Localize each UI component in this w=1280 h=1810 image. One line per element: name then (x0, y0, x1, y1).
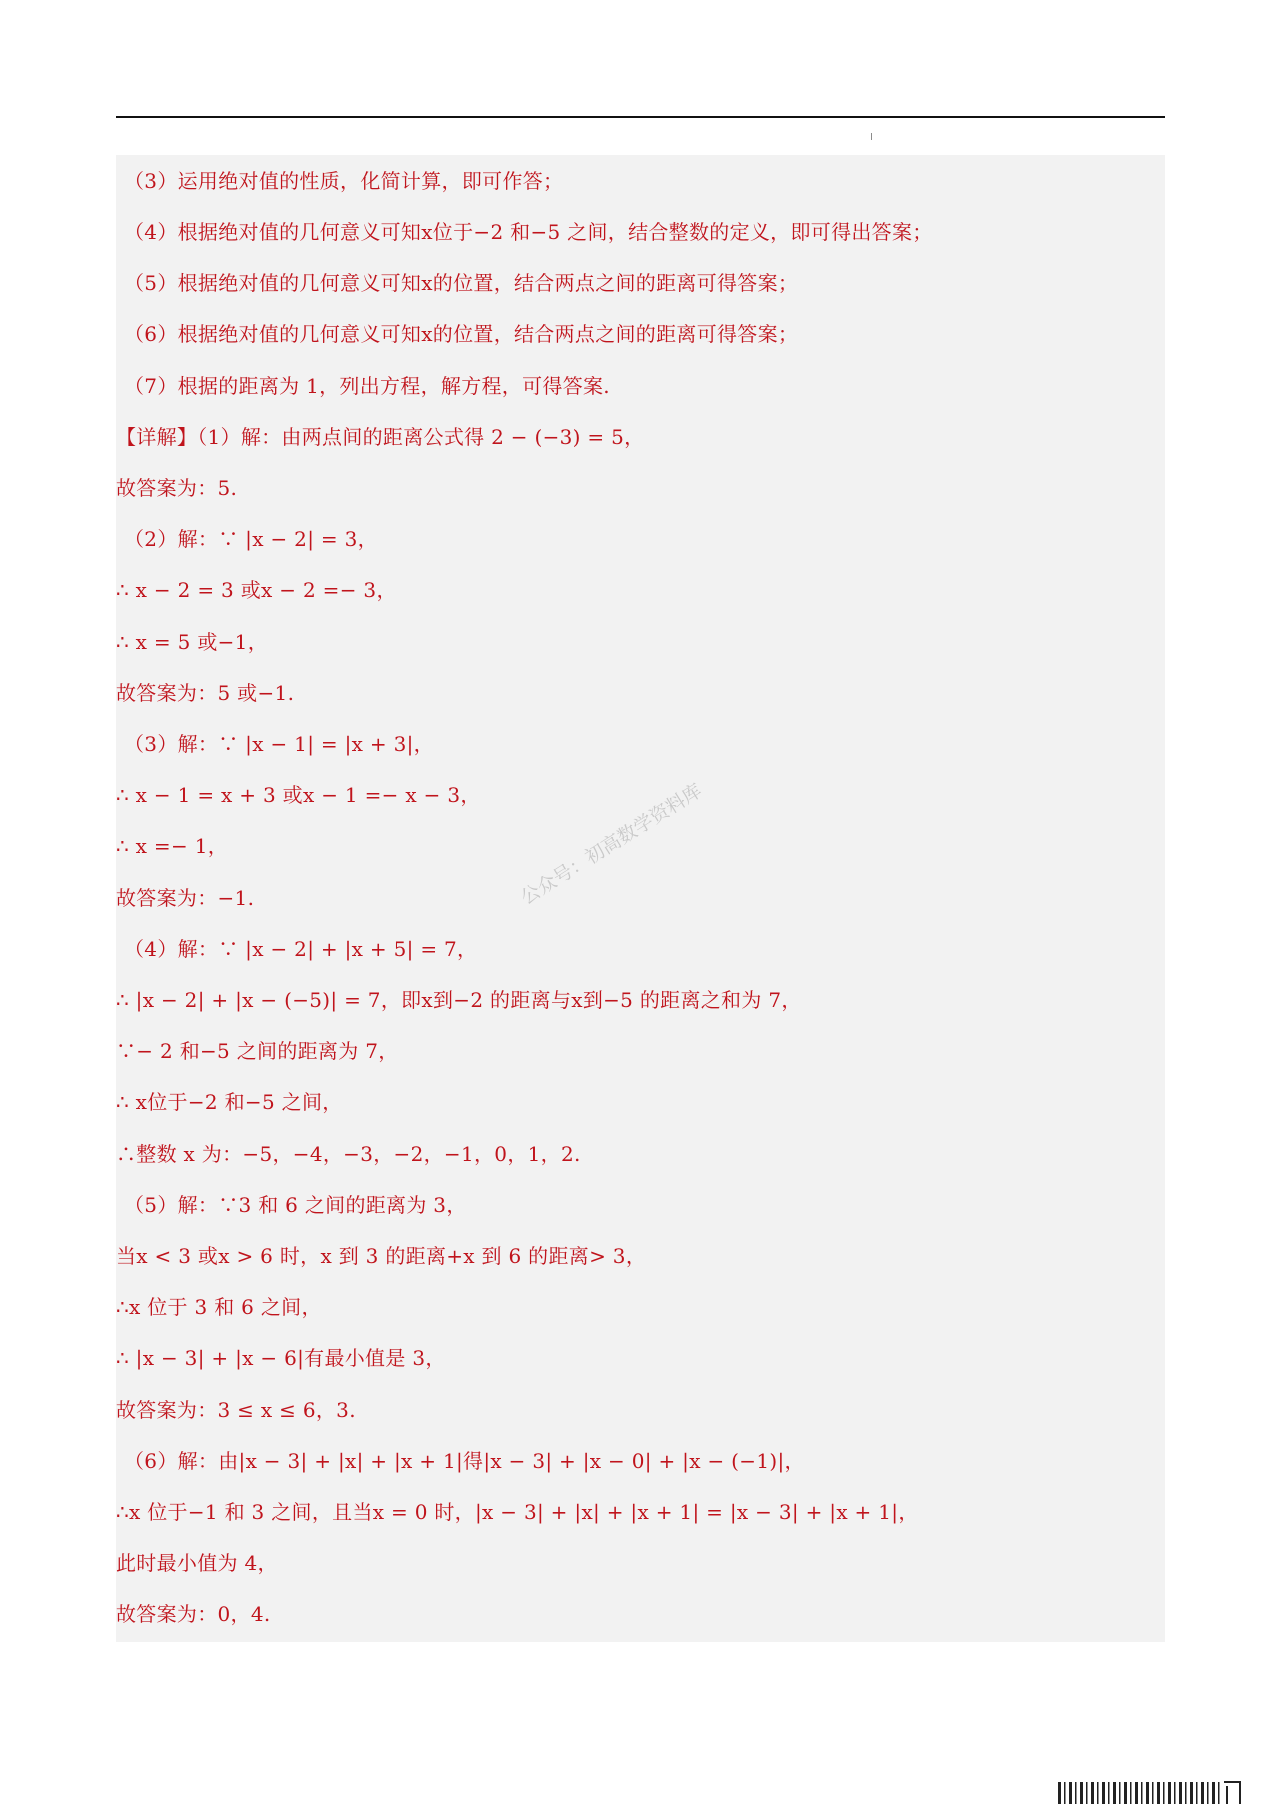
header-rule (116, 116, 1165, 118)
solution-line: （5）解：∵3 和 6 之间的距离为 3， (124, 1193, 467, 1217)
solution-line: 故答案为：0，4. (116, 1602, 271, 1626)
page-mark: I (870, 132, 873, 143)
solution-line: ∴ x位于−2 和−5 之间， (116, 1090, 343, 1114)
solution-line: ∴ x − 2 = 3 或x − 2 =− 3， (116, 578, 397, 602)
solution-line: 故答案为：5. (116, 476, 238, 500)
solution-line: （3）运用绝对值的性质，化简计算，即可作答； (124, 169, 564, 193)
solution-line: ∴x 位于−1 和 3 之间，且当x = 0 时，|x − 3| + |x| + |x + 1| = |x − 3| + |x + 1|， (116, 1500, 919, 1524)
solution-line: （6）根据绝对值的几何意义可知x的位置，结合两点之间的距离可得答案； (124, 322, 799, 346)
solution-line: 故答案为：−1. (116, 886, 255, 910)
solution-line: （4）解：∵ |x − 2| + |x + 5| = 7， (124, 937, 478, 961)
solution-line: 故答案为：3 ≤ x ≤ 6，3. (116, 1398, 356, 1422)
solution-line: 此时最小值为 4， (116, 1551, 278, 1575)
watermark: 公众号：初高数学资料库 (516, 779, 706, 910)
solution-line: ∴ |x − 3| + |x − 6|有最小值是 3， (116, 1346, 446, 1370)
solution-line: ∴ x =− 1， (116, 834, 229, 858)
solution-line: 【详解】（1）解：由两点间的距离公式得 2 − (−3) = 5， (116, 425, 645, 449)
solution-line: （7）根据的距离为 1，列出方程，解方程，可得答案. (124, 374, 610, 398)
solution-line: ∵− 2 和−5 之间的距离为 7， (116, 1039, 399, 1063)
solution-line: ∴ x = 5 或−1， (116, 630, 268, 654)
solution-content (116, 155, 1165, 1642)
solution-line: 故答案为：5 或−1. (116, 681, 295, 705)
solution-line: （5）根据绝对值的几何意义可知x的位置，结合两点之间的距离可得答案； (124, 271, 799, 295)
solution-line: （6）解：由|x − 3| + |x| + |x + 1|得|x − 3| + |x − 0| + |x − (−1)|， (124, 1449, 805, 1473)
solution-line: （2）解：∵ |x − 2| = 3， (124, 527, 378, 551)
solution-line: ∴x 位于 3 和 6 之间， (116, 1295, 322, 1319)
solution-line: （4）根据绝对值的几何意义可知x位于−2 和−5 之间，结合整数的定义，即可得出答案； (124, 220, 933, 244)
corner-logo-icon (1058, 1778, 1258, 1808)
solution-line: ∴ |x − 2| + |x − (−5)| = 7，即x到−2 的距离与x到−5 的距离之和为 7， (116, 988, 802, 1012)
solution-line: （3）解：∵ |x − 1| = |x + 3|， (124, 732, 434, 756)
solution-line: ∴ x − 1 = x + 3 或x − 1 =− x − 3， (116, 783, 481, 807)
solution-line: ∴整数 x 为：−5，−4，−3，−2，−1，0，1，2. (116, 1142, 581, 1166)
solution-line: 当x < 3 或x > 6 时，x 到 3 的距离+x 到 6 的距离> 3， (116, 1244, 647, 1268)
